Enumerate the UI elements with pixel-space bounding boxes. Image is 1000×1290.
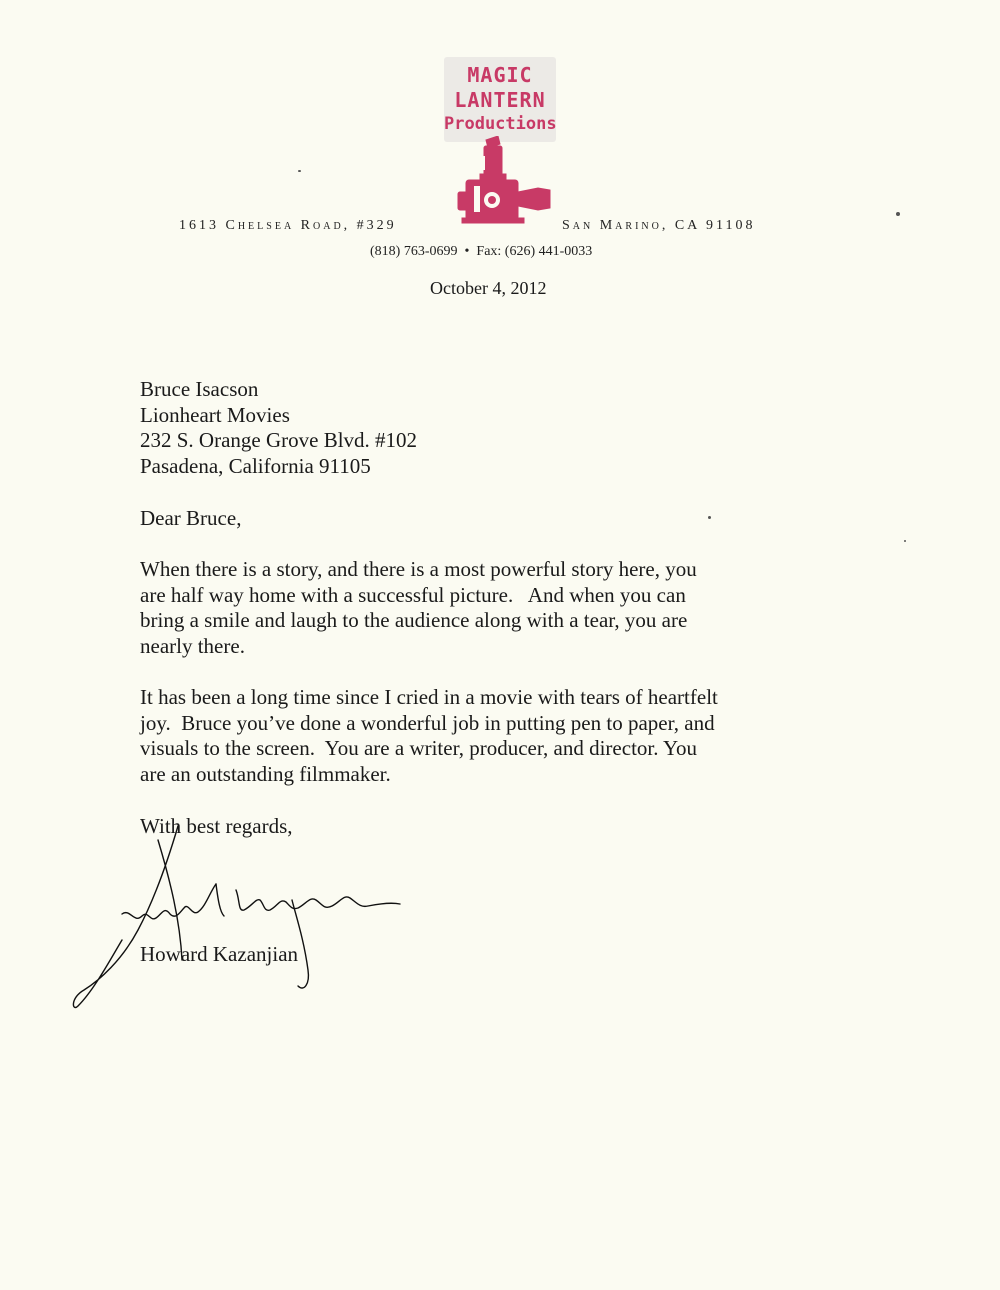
recipient-name: Bruce Isacson [140, 377, 259, 401]
handwritten-signature [60, 820, 440, 1020]
contact-separator: • [464, 244, 470, 259]
phone-number: (818) 763-0699 [370, 244, 458, 259]
paragraph-1-line: When there is a story, and there is a most powerful story here, you [140, 557, 697, 581]
signer-name: Howard Kazanjian [140, 942, 299, 966]
scan-speck [298, 170, 301, 172]
paragraph-2-line: visuals to the screen. You are a writer, producer, and director. You [140, 736, 698, 761]
closing: With best regards, [140, 814, 293, 838]
salutation: Dear Bruce, [140, 506, 242, 530]
company-city-address: San Marino, CA 91108 [562, 218, 756, 233]
paragraph-2-line: It has been a long time since I cried in a movie with tears of heartfelt [140, 685, 718, 709]
paragraph-1-line: are half way home with a successful picture. And when you can [140, 582, 686, 607]
recipient-city: Pasadena, California 91105 [140, 454, 371, 478]
fax-number: Fax: (626) 441-0033 [476, 244, 593, 259]
company-street-address: 1613 Chelsea Road, #329 [179, 218, 397, 233]
logo-line-magic: MAGIC [467, 63, 533, 87]
recipient-street: 232 S. Orange Grove Blvd. #102 [140, 428, 418, 452]
contact-line [370, 244, 592, 260]
magic-lantern-projector-icon [452, 136, 554, 224]
scan-speck [896, 212, 900, 216]
letter-date: October 4, 2012 [430, 278, 547, 298]
scan-speck [708, 516, 711, 519]
paragraph-2 [140, 685, 718, 787]
logo-line-lantern: LANTERN [454, 88, 546, 112]
recipient-company: Lionheart Movies [140, 403, 290, 427]
paragraph-2-line: are an outstanding filmmaker. [140, 761, 391, 786]
scan-speck [904, 540, 906, 542]
paragraph-2-line: joy. Bruce you’ve done a wonderful job in putting pen to paper, and [140, 710, 715, 735]
paragraph-1 [140, 557, 697, 659]
paragraph-1-line: nearly there. [140, 633, 245, 658]
logo-line-productions: Productions [444, 114, 557, 134]
company-logo [444, 57, 556, 142]
paragraph-1-line: bring a smile and laugh to the audience along with a tear, you are [140, 608, 688, 633]
